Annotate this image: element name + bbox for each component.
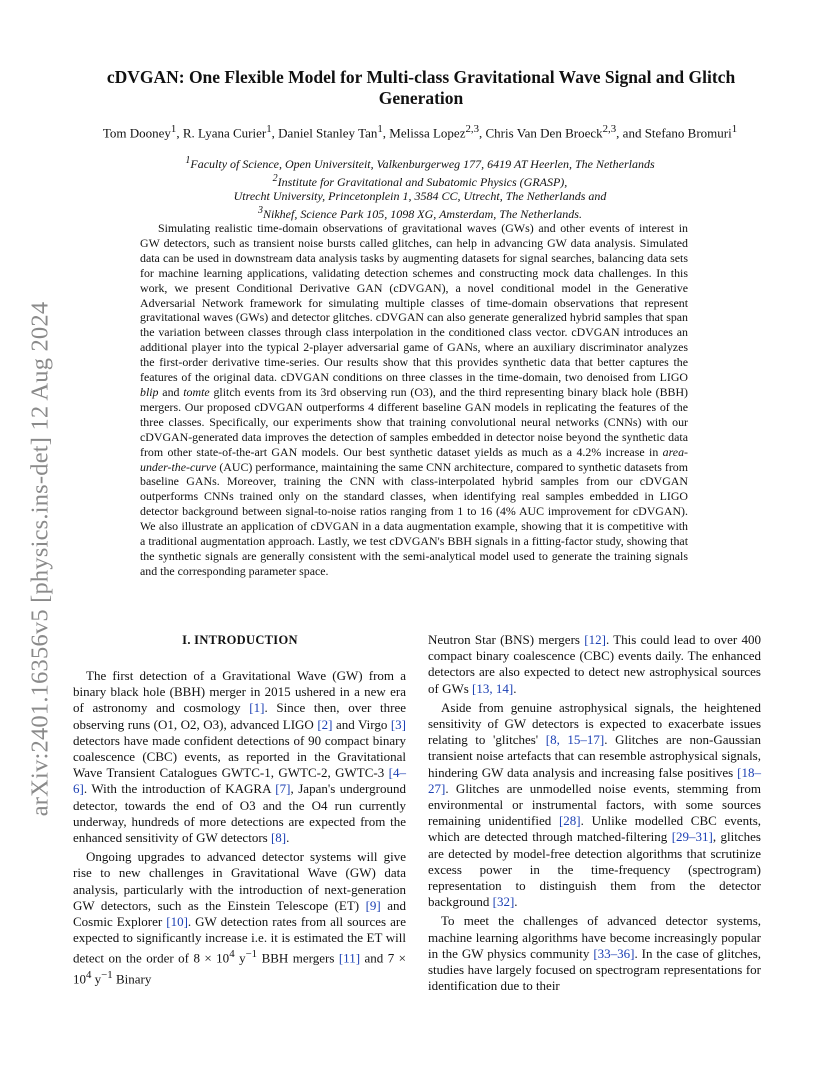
body-text: Ongoing upgrades to advanced detector systems will give rise to new challenges in Gravitational Wave (GW) data analysis, particularly with the introduction of next-generation GW detectors, such as the Einstein Telescope (ET) [73,849,406,913]
affiliation-text: Faculty of Science, Open Universiteit, Valkenburgerweg 177, 6419 AT Heerlen, The Netherlands [190,157,655,171]
author-name: Melissa Lopez [389,125,466,141]
intro-paragraph-1 [73,668,406,846]
author-separator: , [382,125,390,141]
intro-paragraph-2 [73,849,406,987]
citation-link[interactable]: [32] [492,894,515,910]
citation-link[interactable]: [3] [390,716,407,732]
body-text: . Since then, over three observing runs (O1, O2, O3), advanced LIGO [73,700,406,732]
paper-title [76,67,766,109]
body-text: y [91,971,102,987]
author-separator: , and [616,125,645,141]
paper-title-line-1: cDVGAN: One Flexible Model for Multi-class Gravitational Wave Signal and Glitch [106,67,736,87]
author-affiliation-mark: 1 [266,123,272,135]
left-column [73,668,406,988]
abstract-text: glitch events from its 3rd observing run (O3), and the third representing binary black hole (BBH) mergers. Our proposed cDVGAN outperforms 4 different baseline GAN models in replicating the features of the three classes. Specifically, our experiments show that training convolutional neural networks (CNNs) with our cDVGAN-generated data improves the detection of samples embedded in detector noise beyond the synthetic data from other state-of-the-art GAN models. Our best synthetic dataset yields as much as a 4.2% increase in [140,384,688,459]
affiliation-mark: 2 [272,172,278,184]
affiliation-mark: 3 [258,204,264,216]
body-text: , Japan's underground detector, towards the end of O3 and the O4 run currently underway, hundreds of more detections are expected from the enhanced sensitivity of GW detectors [73,781,406,846]
intro-paragraph-5 [428,913,761,994]
citation-link[interactable]: [33–36] [593,945,635,961]
author-name: Chris Van Den Broeck [485,125,603,141]
affiliation-list [100,154,740,221]
citation-link[interactable]: [10] [166,914,188,930]
affiliation-line [100,172,740,190]
citation-link[interactable]: [8] [270,830,287,846]
citation-link[interactable]: [4–6] [73,765,406,797]
abstract-emphasis: tomte [183,384,210,399]
abstract [140,221,688,579]
body-text: and 7 × 10 [73,950,406,987]
body-text: Aside from genuine astrophysical signals, the heightened sensitivity of GW detectors is expected to exacerbate issues relating to 'glitches' [428,699,761,748]
author-affiliation-mark: 2,3 [602,123,617,135]
paper-title-line-2: Generation [378,88,464,108]
affiliation-text: Utrecht University, Princetonplein 1, 3584 CC, Utrecht, The Netherlands and [233,189,607,204]
body-text: Binary [112,971,152,987]
author-name: R. Lyana Curier [182,125,267,141]
citation-link[interactable]: [11] [338,950,361,966]
citation-link[interactable]: [29–31] [671,829,713,845]
body-text: detectors have made confident detections of 90 compact binary coalescence (CBC) events, as reported in the Gravitational Wave Transient Catalogues GWTC-1, GWTC-2, GWTC-3 [73,732,406,781]
arxiv-identifier-stamp [20,256,60,862]
body-text: . [513,680,517,696]
author-name: Daniel Stanley Tan [278,125,378,141]
arxiv-identifier-text: arXiv:2401.16356v5 [physics.ins-det] 12 Aug 2024 [26,301,53,817]
affiliation-text: Institute for Gravitational and Subatomic Physics (GRASP), [277,174,568,189]
intro-paragraph-4 [428,700,761,911]
right-column [428,632,761,994]
body-text: Neutron Star (BNS) mergers [428,632,585,647]
author-list [100,121,740,142]
intro-paragraph-3 [428,632,761,697]
citation-link[interactable]: [28] [558,813,581,829]
abstract-emphasis: blip [140,384,159,399]
affiliation-line [100,204,740,222]
abstract-emphasis: area-under-the-curve [140,444,688,474]
author-separator: , [271,125,279,141]
affiliation-line [100,154,740,172]
body-text: and Virgo [332,716,391,732]
body-text: . This could lead to over 400 compact binary coalescence (CBC) events daily. The enhanced detectors are also expected to detect new astrophysical sources of GWs [428,632,762,696]
body-text: and Cosmic Explorer [73,897,406,930]
author-name: Tom Dooney [102,125,171,141]
abstract-paragraph [140,221,688,579]
abstract-text: and [158,384,184,399]
citation-link[interactable]: [7] [275,781,291,797]
abstract-text: (AUC) performance, maintaining the same CNN architecture, compared to synthetic datasets from baseline GANs. Moreover, training the CNN with class-interpolated hybrid samples from our cDVGAN outperforms CNNs trained only on the standard classes, when identifying real samples embedded in LIGO detector background between signal-to-noise ratios ranging from 1 to 16 (4% AUC improvement for cDVGAN). We also illustrate an application of cDVGAN in a data augmentation example, showing that it is competitive with a traditional augmentation approach. Lastly, we test cDVGAN's BBH signals in a fitting-factor study, showing that the synthetic signals are generally consistent with the semi-analytical model used to generate the training signals and the corresponding parameter space. [140,459,688,578]
exponent: 4 [229,948,235,961]
affiliation-text: Nikhef, Science Park 105, 1098 XG, Amsterdam, The Netherlands. [263,206,582,221]
section-heading-introduction: I. INTRODUCTION [182,633,298,647]
citation-link[interactable]: [9] [365,897,381,913]
body-text: To meet the challenges of advanced detector systems, machine learning algorithms have become increasingly popular in the GW physics community [428,913,761,961]
body-text: y [234,950,246,966]
citation-link[interactable]: [2] [317,716,333,732]
author-affiliation-mark: 2,3 [465,123,480,135]
exponent: 4 [86,968,92,981]
citation-link[interactable]: [13, 14] [472,680,514,696]
citation-link[interactable]: [18–27] [428,764,761,796]
body-text: . Glitches are unmodelled noise events, stemming from environmental or instrumental factors, with some sources remaining unidentified [428,780,761,829]
citation-link[interactable]: [12] [584,632,606,647]
author-separator: , [479,125,486,141]
body-text: . [514,894,518,910]
exponent: −1 [101,968,113,981]
citation-link[interactable]: [8, 15–17] [545,732,605,748]
author-affiliation-mark: 1 [170,123,177,135]
author-affiliation-mark: 1 [731,123,738,135]
body-text: . Glitches are non-Gaussian transient noise artefacts that can resemble astrophysical signals, hindering GW data analysis and increasing false positives [428,732,761,780]
abstract-text: Simulating realistic time-domain observations of gravitational waves (GWs) and other events of interest in GW detectors, such as transient noise bursts called glitches, can help in advancing GW data analysis. Simulated data can be used in downstream data analysis tasks by augmenting datasets for signal searches, balancing data sets for machine learning applications, validating detection schemes and constructing mock data challenges. In this work, we present Conditional Derivative GAN (cDVGAN), a novel conditional model in the Generative Adversarial Network framework for simulating multiple classes of time-domain observations that represent gravitational waves (GWs) and detector glitches. cDVGAN can also generate generalized hybrid samples that span the variation between classes through class interpolation in the conditioned class vector. cDVGAN introduces an additional player into the typical 2-player adversarial game of GANs, where an auxiliary discriminator analyzes the first-order derivative time-series. Our results show that this provides synthetic data that better captures the features of the original data. cDVGAN conditions on three classes in the time-domain, two denoised from LIGO [140,221,688,385]
affiliation-line [100,189,740,204]
body-text: . GW detection rates from all sources are expected to significantly increase i.e. it is estimated the ET will detect on the order of 8 × 10 [73,914,406,966]
exponent: −1 [245,948,258,961]
author-name: Stefano Bromuri [644,125,732,141]
body-text: BBH mergers [257,950,339,966]
body-text: , glitches are detected by model-free detection algorithms that scrutinize excess power in the time-frequency (spectrogram) representation to distinguish them from the detector background [428,829,761,910]
author-separator: , [176,125,183,141]
affiliation-mark: 1 [185,155,191,166]
citation-link[interactable]: [1] [249,700,265,716]
body-text: . With the introduction of KAGRA [83,781,276,797]
author-affiliation-mark: 1 [377,123,383,135]
body-text: The first detection of a Gravitational Wave (GW) from a binary black hole (BBH) merger in 2015 ushered in a new era of astronomy and cosmology [73,668,406,716]
body-text: . [286,830,290,846]
body-text: . Unlike modelled CBC events, which are detected through matched-filtering [428,813,761,845]
body-text: . In the case of glitches, studies have largely focused on spectrogram representations for identification due to their [428,945,762,994]
